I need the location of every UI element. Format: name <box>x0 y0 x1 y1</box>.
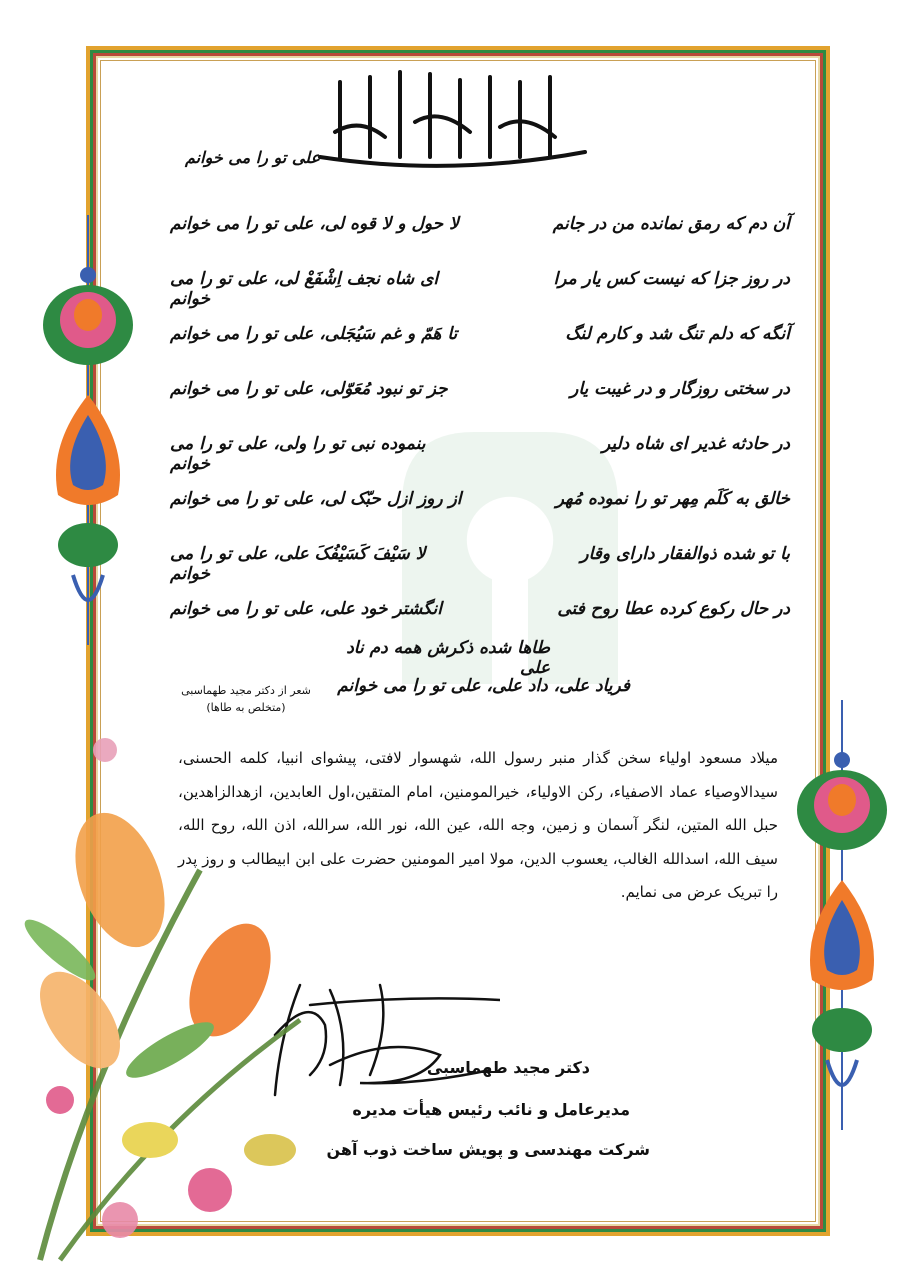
signer-name: دکتر مجید طهماسبی <box>426 1058 590 1077</box>
verse-second-hemistich: ای شاه نجف اِشْفَعْ لی، علی تو را می خوانم <box>170 269 439 309</box>
verse <box>170 599 790 639</box>
islimi-ornament-icon <box>782 700 902 1130</box>
signer-role: مدیرعامل و نائب رئیس هیأت مدیره <box>352 1100 630 1119</box>
verse-first-hemistich: در سختی روزگار و در غیبت یار <box>570 379 790 399</box>
verse <box>170 214 790 254</box>
verse-first-hemistich: آنگه که دلم تنگ شد و کارم لنگ <box>565 324 790 344</box>
poet-credit <box>176 682 316 716</box>
calligraphy-header-icon <box>300 62 600 172</box>
signer-company: شرکت مهندسی و پویش ساخت ذوب آهن <box>326 1140 650 1159</box>
verse <box>170 489 790 529</box>
verse-second-hemistich: جز تو نبود مُعَوّلی، علی تو را می خوانم <box>170 379 448 399</box>
poet-credit-line: شعر از دکتر مجید طهماسبی <box>181 684 311 697</box>
verse-second-hemistich: لا سَیْفَ کَسَیْفُکَ علی، علی تو را می خوانم <box>170 544 426 584</box>
verse <box>170 379 790 419</box>
verse-second-hemistich: تا هَمّ و غم سَیُجَلی، علی تو را می خوانم <box>170 324 458 344</box>
closing-line-1: طاها شده ذکرش همه دم ناد علی <box>346 638 550 678</box>
verse-first-hemistich: در حادثه غدیر ای شاه دلیر <box>601 434 790 454</box>
verse-second-hemistich: از روز ازل حبّک لی، علی تو را می خوانم <box>170 489 462 509</box>
floral-birds-illustration <box>0 720 320 1280</box>
verse <box>170 269 790 309</box>
poet-credit-pen-name: (متخلص به طاها) <box>206 701 286 714</box>
closing-line-2: فریاد علی، داد علی، علی تو را می خوانم <box>337 676 630 696</box>
verse <box>170 434 790 474</box>
verse-second-hemistich: لا حول و لا قوه لی، علی تو را می خوانم <box>170 214 459 234</box>
verse-second-hemistich: بنموده نبی تو را ولی، علی تو را می خوانم <box>170 434 426 474</box>
islimi-ornament-icon <box>28 215 148 645</box>
verse-first-hemistich: در حال رکوع کرده عطا روح فتی <box>557 599 790 619</box>
heading-line: علی تو را می خوانم <box>185 148 320 167</box>
verse-first-hemistich: خالق به کَلَم مِهر تو را نموده مُهر <box>555 489 790 509</box>
verse-second-hemistich: انگشتر خود علی، علی تو را می خوانم <box>170 599 442 619</box>
verse-first-hemistich: با تو شده ذوالفقار دارای وقار <box>580 544 790 564</box>
congratulation-message: میلاد مسعود اولیاء سخن گذار منبر رسول الله، شهسوار لافتی، پیشوای انبیا، کلمه الحسنی، سیدالاوصیاء عماد الاصفیاء، رکن الاولیاء، خیرالمومنین، امام المتقین،اول العابدین، ازهدالزاهدین، حبل الله المتین، لنگر آسمان و زمین، وجه الله، عین الله، نور الله، سرالله، اذن الله، روح الله، سیف الله، اسدالله الغالب، یعسوب الدین، مولا امیر المومنین حضرت علی ابن ابیطالب و روز پدر را تبریک عرض می نمایم. <box>178 749 778 901</box>
verse-first-hemistich: در روز جزا که نیست کس یار مرا <box>553 269 790 289</box>
verse <box>170 324 790 364</box>
verse <box>170 544 790 584</box>
verse-first-hemistich: آن دم که رمق نمانده من در جانم <box>552 214 790 234</box>
